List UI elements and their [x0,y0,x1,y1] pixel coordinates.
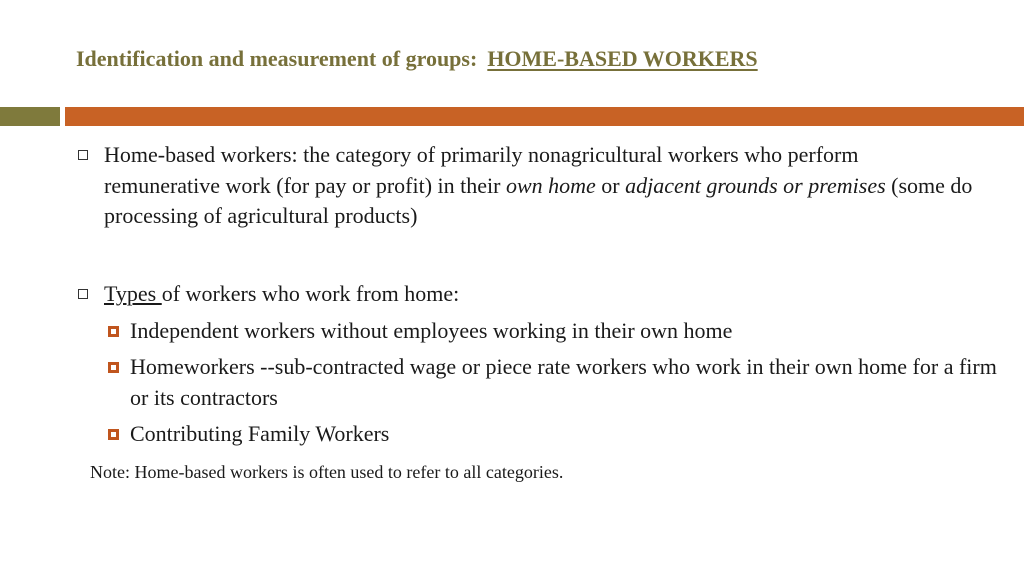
sub-item-contributing [104,419,998,450]
sub-item-homeworkers [104,352,998,413]
definition-text-b: or [595,172,626,198]
types-heading [104,279,998,310]
definition-text-c: (some do processing of agricultural products) [104,172,973,228]
sub-item-independent [104,316,998,347]
sub-item-text: Contributing Family Workers [130,421,390,446]
accent-bar-left [0,107,60,126]
bullet-definition [78,140,978,232]
hollow-square-bullet-icon [78,289,88,299]
definition-text [104,140,978,232]
types-rest: of workers who work from home: [161,281,460,306]
square-bullet-icon [108,429,119,440]
definition-italic-adjacent: adjacent grounds or premises [625,172,886,198]
sub-item-text: Homeworkers --sub-contracted wage or piece rate workers who work in their own home for a firm or its contractors [130,354,997,410]
definition-italic-own-home: own home [505,172,596,198]
definition-text-a: Home-based workers: the category of primarily nonagricultural workers who perform remunerative work (for pay or profit) in their [104,142,859,198]
types-underlined: Types [104,281,162,306]
page-title [76,46,758,72]
title-underlined: HOME-BASED WORKERS [487,46,758,71]
footnote: Note: Home-based workers is often used to refer to all categories. [90,462,564,482]
sub-item-text: Independent workers without employees working in their own home [130,317,733,343]
square-bullet-icon [108,326,119,337]
bullet-types [78,279,998,450]
hollow-square-bullet-icon [78,150,88,160]
square-bullet-icon [108,362,119,373]
title-main: Identification and measurement of groups: [76,46,478,71]
accent-bar-right [65,107,1024,126]
